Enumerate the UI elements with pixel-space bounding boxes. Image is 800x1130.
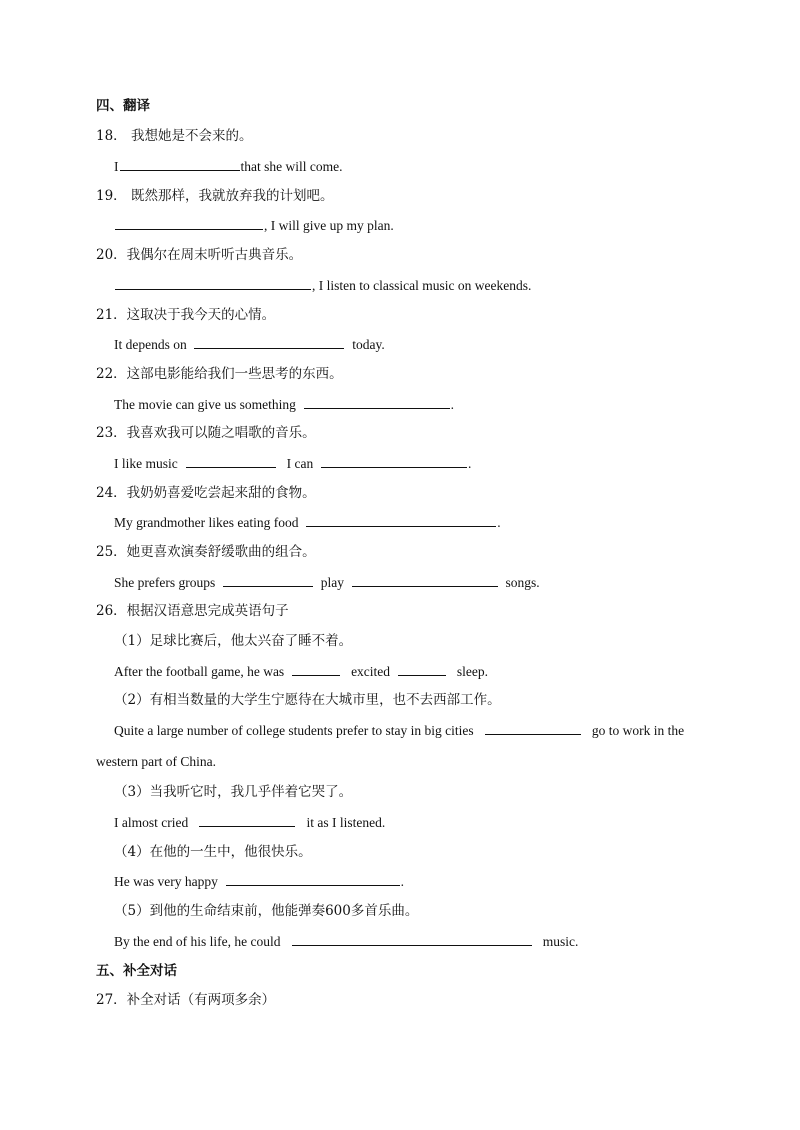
- q21-post: today.: [352, 337, 385, 352]
- q23-blank-1[interactable]: [186, 454, 276, 468]
- q23-post: .: [467, 456, 472, 471]
- q19-answer-line: [114, 216, 394, 235]
- q24-prompt: 24．我奶奶喜爱吃尝起来甜的食物。: [96, 485, 316, 501]
- q25-answer-line: [114, 573, 540, 592]
- q23-pre: I like music: [114, 456, 178, 471]
- q26-s3-post: it as I listened.: [306, 815, 386, 830]
- section-four-heading: 四、翻译: [96, 98, 150, 114]
- q26-s1-mid: excited: [351, 664, 391, 679]
- q25-blank-2[interactable]: [352, 573, 498, 587]
- q22-pre: The movie can give us something: [114, 397, 296, 412]
- q26-s2-answer-line: [114, 721, 684, 740]
- q26-s4-blank[interactable]: [226, 872, 400, 886]
- q26-s4-answer-line: [114, 872, 404, 891]
- q26-s1-prompt: （1）足球比赛后，他太兴奋了睡不着。: [114, 633, 353, 649]
- q27-prompt: 27．补全对话（有两项多余）: [96, 992, 276, 1008]
- q18-pre: I: [114, 159, 119, 174]
- q18-prompt: 18． 我想她是不会来的。: [96, 128, 253, 144]
- q26-s3-blank[interactable]: [199, 813, 295, 827]
- q26-prompt: 26．根据汉语意思完成英语句子: [96, 603, 289, 619]
- q21-pre: It depends on: [114, 337, 187, 352]
- q18-answer-line: [114, 157, 342, 176]
- q26-s2-continuation: western part of China.: [96, 754, 216, 769]
- q21-answer-line: [114, 335, 385, 354]
- q26-s5-post: music.: [542, 934, 579, 949]
- q22-answer-line: [114, 395, 454, 414]
- q26-s1-post: sleep.: [456, 664, 489, 679]
- q26-s1-blank-1[interactable]: [292, 662, 340, 676]
- q26-s1-blank-2[interactable]: [398, 662, 446, 676]
- q26-s2-pre: Quite a large number of college students prefer to stay in big cities: [114, 723, 474, 738]
- q26-s5-pre: By the end of his life, he could: [114, 934, 281, 949]
- q26-s4-pre: He was very happy: [114, 874, 218, 889]
- q21-blank[interactable]: [194, 335, 344, 349]
- q20-post: , I listen to classical music on weekends.: [312, 278, 532, 293]
- q18-blank[interactable]: [120, 157, 240, 171]
- q26-s5-answer-line: [114, 932, 578, 951]
- q25-pre: She prefers groups: [114, 575, 216, 590]
- q24-pre: My grandmother likes eating food: [114, 515, 299, 530]
- q26-s2-post: go to work in the: [591, 723, 685, 738]
- q20-answer-line: [114, 276, 531, 295]
- q24-answer-line: [114, 513, 501, 532]
- q25-prompt: 25．她更喜欢演奏舒缓歌曲的组合。: [96, 544, 316, 560]
- q22-prompt: 22．这部电影能给我们一些思考的东西。: [96, 366, 343, 382]
- q25-post: songs.: [505, 575, 540, 590]
- q26-s1-pre: After the football game, he was: [114, 664, 285, 679]
- q26-s5-prompt: （5）到他的生命结束前，他能弹奏600多首乐曲。: [114, 903, 419, 919]
- q23-blank-2[interactable]: [321, 454, 467, 468]
- q23-mid: I can: [286, 456, 314, 471]
- q26-s4-post: .: [400, 874, 404, 889]
- q20-blank[interactable]: [115, 276, 311, 290]
- q26-s2-blank[interactable]: [485, 721, 581, 735]
- q26-s5-blank[interactable]: [292, 932, 532, 946]
- q25-blank-1[interactable]: [223, 573, 313, 587]
- q22-blank[interactable]: [304, 395, 450, 409]
- q24-post: .: [497, 515, 501, 530]
- q26-s2-prompt: （2）有相当数量的大学生宁愿待在大城市里，也不去西部工作。: [114, 692, 501, 708]
- q19-post: , I will give up my plan.: [264, 218, 394, 233]
- q26-s3-pre: I almost cried: [114, 815, 189, 830]
- q26-s3-prompt: （3）当我听它时，我几乎伴着它哭了。: [114, 784, 353, 800]
- q22-post: .: [450, 397, 454, 412]
- q18-post: that she will come.: [240, 159, 343, 174]
- q21-prompt: 21．这取决于我今天的心情。: [96, 307, 276, 323]
- section-five-heading: 五、补全对话: [96, 963, 177, 979]
- q23-answer-line: [114, 454, 471, 473]
- q19-prompt: 19． 既然那样，我就放弃我的计划吧。: [96, 188, 334, 204]
- q20-prompt: 20．我偶尔在周末听听古典音乐。: [96, 247, 303, 263]
- q26-s4-prompt: （4）在他的一生中，他很快乐。: [114, 844, 312, 860]
- q19-blank[interactable]: [115, 216, 263, 230]
- q23-prompt: 23．我喜欢我可以随之唱歌的音乐。: [96, 425, 316, 441]
- q25-mid: play: [320, 575, 344, 590]
- q26-s1-answer-line: [114, 662, 488, 681]
- q26-s3-answer-line: [114, 813, 385, 832]
- q24-blank[interactable]: [306, 513, 496, 527]
